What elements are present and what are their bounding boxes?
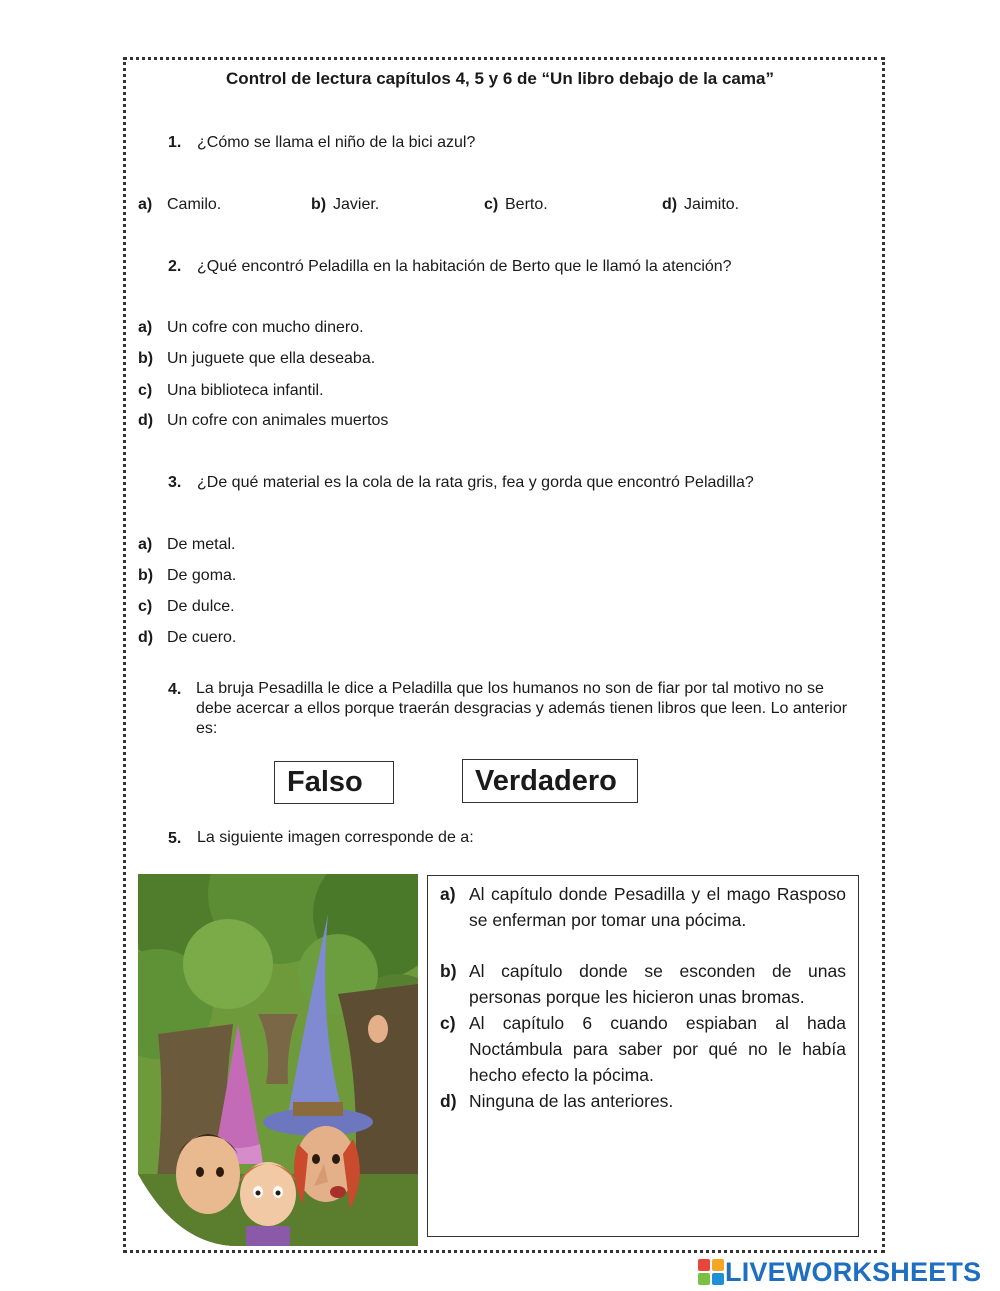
q1-option-d[interactable]: Jaimito. (684, 196, 740, 213)
q1-option-c-label: c) (484, 196, 499, 213)
worksheet-title: Control de lectura capítulos 4, 5 y 6 de “Un libro debajo de la cama” (226, 69, 774, 88)
q2-option-b[interactable]: Un juguete que ella deseaba. (167, 350, 376, 367)
q2-option-d-label: d) (138, 412, 154, 429)
q3-option-b-label: b) (138, 567, 154, 584)
q2-option-a[interactable]: Un cofre con mucho dinero. (167, 319, 364, 336)
q5-option-d-text: Ninguna de las anteriores. (469, 1091, 674, 1111)
q5-option-d[interactable] (440, 1088, 846, 1114)
q3-option-d[interactable]: De cuero. (167, 629, 237, 646)
story-illustration (138, 874, 418, 1246)
q5-option-d-label: d) (440, 1091, 457, 1111)
q4-text: La bruja Pesadilla le dice a Peladilla que los humanos no son de fiar por tal motivo no se debe acercar a ellos porque traerán desgracias y además tienen libros que leen. Lo anterior es: (196, 680, 848, 737)
q3-option-d-label: d) (138, 629, 154, 646)
q5-option-a-text: Al capítulo donde Pesadilla y el mago Rasposo se enferman por tomar una pócima. (469, 884, 846, 930)
q5-option-a[interactable] (440, 881, 846, 933)
q3-option-a[interactable]: De metal. (167, 536, 236, 553)
q5-number: 5. (168, 830, 182, 847)
q3-number: 3. (168, 474, 182, 491)
q5-option-b[interactable] (440, 958, 846, 1010)
q1-option-c[interactable]: Berto. (505, 196, 548, 213)
q5-option-b-text: Al capítulo donde se esconden de unas personas porque les hicieron unas bromas. (469, 961, 846, 1007)
q5-text: La siguiente imagen corresponde de a: (197, 829, 474, 846)
q2-option-d[interactable]: Un cofre con animales muertos (167, 412, 389, 429)
false-answer-box[interactable]: Falso (274, 761, 394, 804)
q5-option-c[interactable] (440, 1010, 846, 1088)
q3-option-c[interactable]: De dulce. (167, 598, 235, 615)
q1-number: 1. (168, 134, 182, 151)
liveworksheets-name: LIVEWORKSHEETS (725, 1256, 982, 1287)
q2-number: 2. (168, 258, 182, 275)
q1-option-a[interactable]: Camilo. (167, 196, 222, 213)
liveworksheets-brand (698, 1258, 998, 1286)
q3-option-a-label: a) (138, 536, 153, 553)
q2-option-a-label: a) (138, 319, 153, 336)
q2-option-b-label: b) (138, 350, 154, 367)
q3-option-c-label: c) (138, 598, 153, 615)
q1-text: ¿Cómo se llama el niño de la bici azul? (197, 134, 476, 151)
q1-option-d-label: d) (662, 196, 678, 213)
q3-text: ¿De qué material es la cola de la rata gris, fea y gorda que encontró Peladilla? (197, 474, 754, 491)
q1-option-b-label: b) (311, 196, 327, 213)
q1-option-b[interactable]: Javier. (333, 196, 380, 213)
q4-number: 4. (168, 681, 182, 698)
q1-option-a-label: a) (138, 196, 153, 213)
q3-option-b[interactable]: De goma. (167, 567, 237, 584)
q2-text: ¿Qué encontró Peladilla en la habitación de Berto que le llamó la atención? (197, 258, 732, 275)
q5-option-a-label: a) (440, 884, 456, 904)
q2-option-c[interactable]: Una biblioteca infantil. (167, 382, 324, 399)
q2-option-c-label: c) (138, 382, 153, 399)
q5-option-b-label: b) (440, 961, 457, 981)
q5-option-c-label: c) (440, 1013, 456, 1033)
liveworksheets-logo-icon (698, 1259, 724, 1285)
q5-option-c-text: Al capítulo 6 cuando espiaban al hada Noctámbula para saber por qué no le había hecho efecto la pócima. (469, 1013, 846, 1085)
true-answer-box[interactable]: Verdadero (462, 759, 638, 803)
